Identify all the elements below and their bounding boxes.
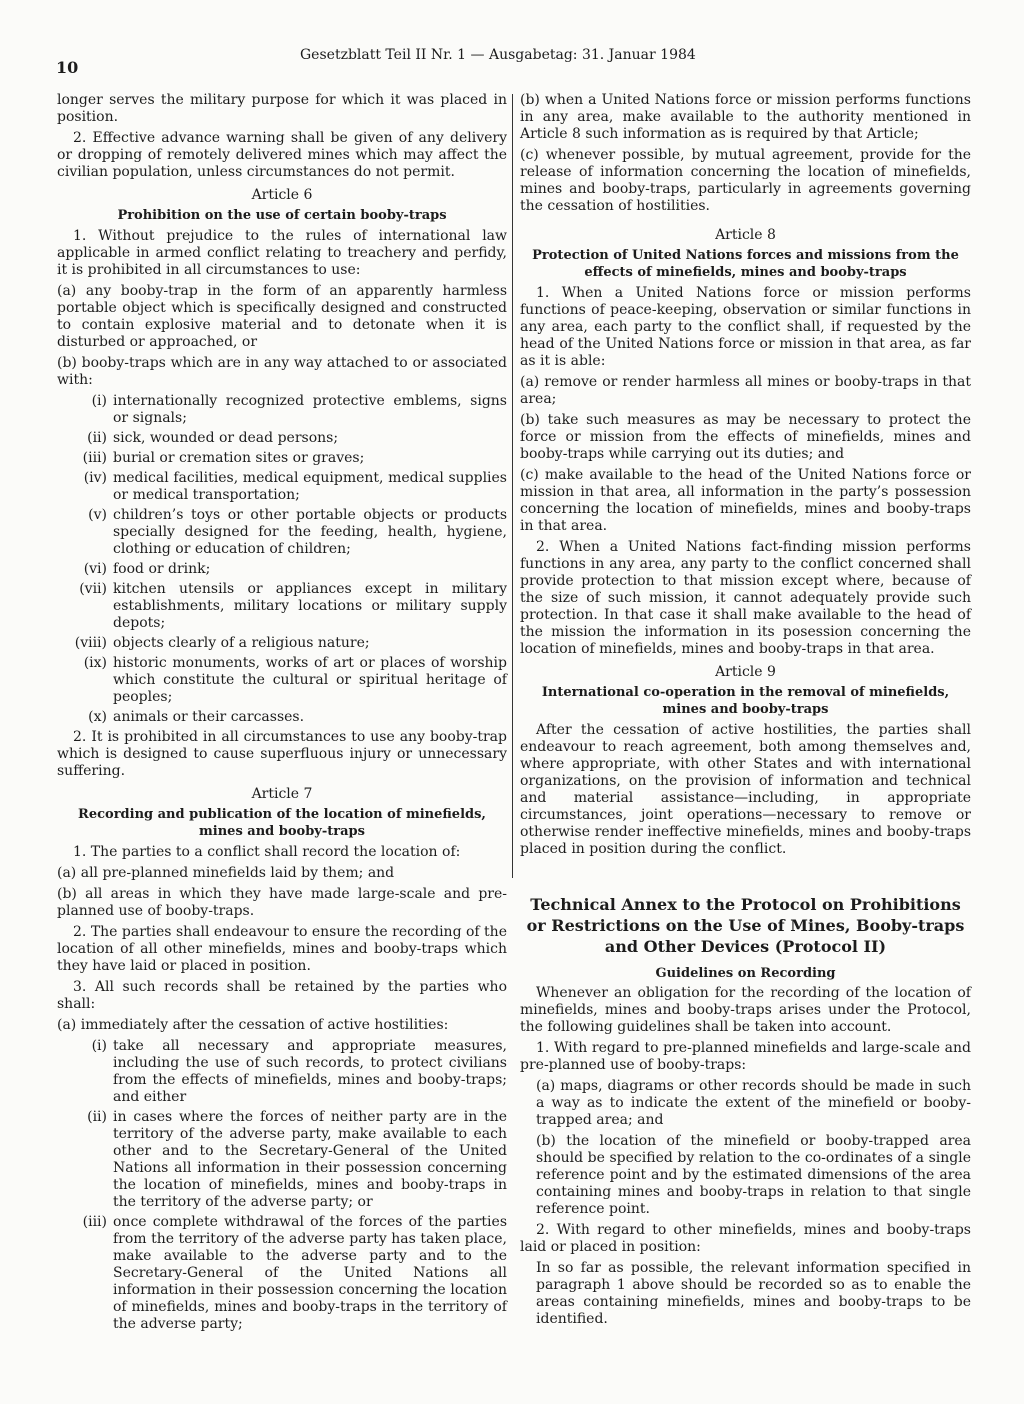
- paragraph: 1. Without prejudice to the rules of international law applicable in armed conflict relating to treachery and perfidy, it is prohibited in all circumstances to use:: [57, 228, 507, 278]
- list-text: take all necessary and appropriate measures, including the use of such records, to protect civilians from the effects of minefields, mines and booby-traps; and either: [113, 1038, 507, 1105]
- list-item: [69, 1038, 507, 1106]
- list-label: (ii): [87, 1109, 107, 1125]
- list-label: (vii): [79, 581, 107, 597]
- paragraph: In so far as possible, the relevant information specified in paragraph 1 above should be recorded so as to enable the areas containing minefields, mines and booby-traps to be identified.: [536, 1260, 971, 1327]
- list-label: (ix): [83, 655, 107, 671]
- paragraph: (b) take such measures as may be necessary to protect the force or mission from the effects of minefields, mines and booby-traps while carrying out its duties; and: [520, 412, 971, 462]
- paragraph: (a) remove or render harmless all mines or booby-traps in that area;: [520, 374, 971, 407]
- article-7-list: [57, 1038, 507, 1333]
- right-column: [520, 92, 971, 1332]
- technical-annex-title: Technical Annex to the Protocol on Prohibitions or Restrictions on the Use of Mines, Booby-traps and Other Devices (Protocol II): [526, 895, 965, 956]
- paragraph: (b) all areas in which they have made large-scale and pre-planned use of booby-traps.: [57, 886, 507, 919]
- article-6-title: Article 6: [251, 187, 313, 203]
- left-column: [57, 92, 507, 1336]
- list-text: burial or cremation sites or graves;: [113, 450, 365, 466]
- paragraph: Whenever an obligation for the recording of the location of minefields, mines and booby-traps arises under the Protocol, the following guidelines shall be taken into account.: [520, 985, 971, 1035]
- paragraph: 1. With regard to pre-planned minefields and large-scale and pre-planned use of booby-traps:: [520, 1040, 971, 1073]
- paragraph: 1. The parties to a conflict shall record the location of:: [73, 844, 461, 860]
- paragraph: 2. Effective advance warning shall be given of any delivery or dropping of remotely delivered mines which may affect the civilian population, unless circumstances do not permit.: [57, 130, 507, 180]
- article-7-title: Article 7: [251, 786, 313, 802]
- guidelines-heading: Guidelines on Recording: [655, 966, 836, 981]
- list-label: (vi): [83, 561, 107, 577]
- list-label: (i): [91, 393, 107, 409]
- list-text: historic monuments, works of art or places of worship which constitute the cultural or spiritual heritage of peoples;: [113, 655, 507, 705]
- list-item: [69, 581, 507, 632]
- paragraph: After the cessation of active hostilities, the parties shall endeavour to reach agreement, both among themselves and, where appropriate, with other States and with international organizations, on the provision of information and technical and material assistance—including, in appropriate circumstances, joint operations—necessary to remove or otherwise render ineffective minefields, mines and booby-traps placed in position during the conflict.: [520, 722, 971, 857]
- list-label: (iii): [82, 1214, 107, 1230]
- list-item: [69, 430, 507, 447]
- paragraph: 2. It is prohibited in all circumstances to use any booby-trap which is designed to cause superfluous injury or unnecessary suffering.: [57, 729, 507, 779]
- paragraph: (b) booby-traps which are in any way attached to or associated with:: [57, 355, 507, 388]
- list-item: [69, 635, 507, 652]
- paragraph: 1. When a United Nations force or mission performs functions of peace-keeping, observation or similar functions in any area, each party to the conflict shall, if requested by the head of the United Nations force or mission in that area, as far as it is able:: [520, 285, 971, 369]
- list-label: (iii): [82, 450, 107, 466]
- paragraph: 2. When a United Nations fact-finding mission performs functions in any area, any party to the conflict concerned shall provide protection to that mission except where, because of the size of such mission, it cannot adequately provide such protection. In that case it shall make available to the head of the mission the information in its posession concerning the location of minefields, mines and booby-traps in that area.: [520, 539, 971, 657]
- list-text: children’s toys or other portable objects or products specially designed for the feeding, health, hygiene, clothing or education of children;: [113, 507, 507, 557]
- list-text: once complete withdrawal of the forces of the parties from the territory of the adverse party has taken place, make available to the adverse party and to the Secretary-General of the United Nations all information in their possession concerning the location of minefields, mines and booby-traps in the territory of the adverse party;: [113, 1214, 507, 1332]
- list-item: [69, 470, 507, 504]
- paragraph: (c) whenever possible, by mutual agreement, provide for the release of information concerning the location of minefields, mines and booby-traps, particularly in agreements governing the cessation of hostilities.: [520, 147, 971, 214]
- article-7-heading: Recording and publication of the location of minefields, mines and booby-traps: [78, 807, 486, 839]
- list-label: (iv): [83, 470, 107, 486]
- list-item: [69, 709, 507, 726]
- list-text: animals or their carcasses.: [113, 709, 305, 725]
- list-text: objects clearly of a religious nature;: [113, 635, 370, 651]
- list-label: (ii): [87, 430, 107, 446]
- paragraph: 2. The parties shall endeavour to ensure the recording of the location of all other minefields, mines and booby-traps which they have laid or placed in position.: [57, 924, 507, 974]
- list-item: [69, 507, 507, 558]
- article-8-title: Article 8: [715, 227, 776, 243]
- list-item: [69, 1109, 507, 1211]
- list-text: medical facilities, medical equipment, medical supplies or medical transportation;: [113, 470, 507, 503]
- paragraph: 3. All such records shall be retained by the parties who shall:: [57, 979, 507, 1012]
- paragraph: (c) make available to the head of the United Nations force or mission in that area, all information in the party’s possession concerning the location of minefields, mines and booby-traps in that area.: [520, 467, 971, 534]
- list-item: [69, 655, 507, 706]
- running-header: Gesetzblatt Teil II Nr. 1 — Ausgabetag: 31. Januar 1984: [300, 47, 696, 63]
- page-number: 10: [56, 58, 79, 77]
- list-text: in cases where the forces of neither party are in the territory of the adverse party, make available to each other and to the Secretary-General of the United Nations all information in their possession concerning the location of minefields, mines and booby-traps in the territory of the adverse party; or: [113, 1109, 507, 1210]
- article-8-heading: Protection of United Nations forces and missions from the effects of minefields, mines and booby-traps: [532, 248, 959, 280]
- list-text: food or drink;: [113, 561, 211, 577]
- paragraph: (a) immediately after the cessation of active hostilities:: [57, 1017, 449, 1033]
- list-item: [69, 561, 507, 578]
- article-6-heading: Prohibition on the use of certain booby-traps: [117, 208, 447, 223]
- list-item: [69, 393, 507, 427]
- list-text: kitchen utensils or appliances except in military establishments, military locations or military supply depots;: [113, 581, 507, 631]
- paragraph: (a) all pre-planned minefields laid by them; and: [57, 865, 395, 881]
- list-item: [69, 450, 507, 467]
- list-text: sick, wounded or dead persons;: [113, 430, 339, 446]
- paragraph: (a) maps, diagrams or other records should be made in such a way as to indicate the extent of the minefield or booby-trapped area; and: [536, 1078, 971, 1128]
- list-label: (v): [88, 507, 107, 523]
- list-item: [69, 1214, 507, 1333]
- paragraph: 2. With regard to other minefields, mines and booby-traps laid or placed in position:: [520, 1222, 971, 1255]
- list-text: internationally recognized protective emblems, signs or signals;: [113, 393, 507, 426]
- list-label: (x): [88, 709, 107, 725]
- paragraph: longer serves the military purpose for which it was placed in position.: [57, 92, 507, 125]
- article-9-heading: International co-operation in the removal of minefields, mines and booby-traps: [541, 685, 950, 717]
- article-9-title: Article 9: [715, 664, 776, 680]
- paragraph: (b) when a United Nations force or mission performs functions in any area, make available to the authority mentioned in Article 8 such information as is required by that Article;: [520, 92, 971, 142]
- list-label: (i): [91, 1038, 107, 1054]
- list-label: (viii): [74, 635, 107, 651]
- paragraph: (a) any booby-trap in the form of an apparently harmless portable object which is specifically designed and constructed to contain explosive material and to detonate when it is disturbed or approached, or: [57, 283, 507, 350]
- column-divider: [512, 94, 513, 878]
- paragraph: (b) the location of the minefield or booby-trapped area should be specified by relation to the co-ordinates of a single reference point and by the estimated dimensions of the area containing mines and booby-traps in relation to that single reference point.: [536, 1133, 971, 1217]
- article-6-list: [57, 393, 507, 726]
